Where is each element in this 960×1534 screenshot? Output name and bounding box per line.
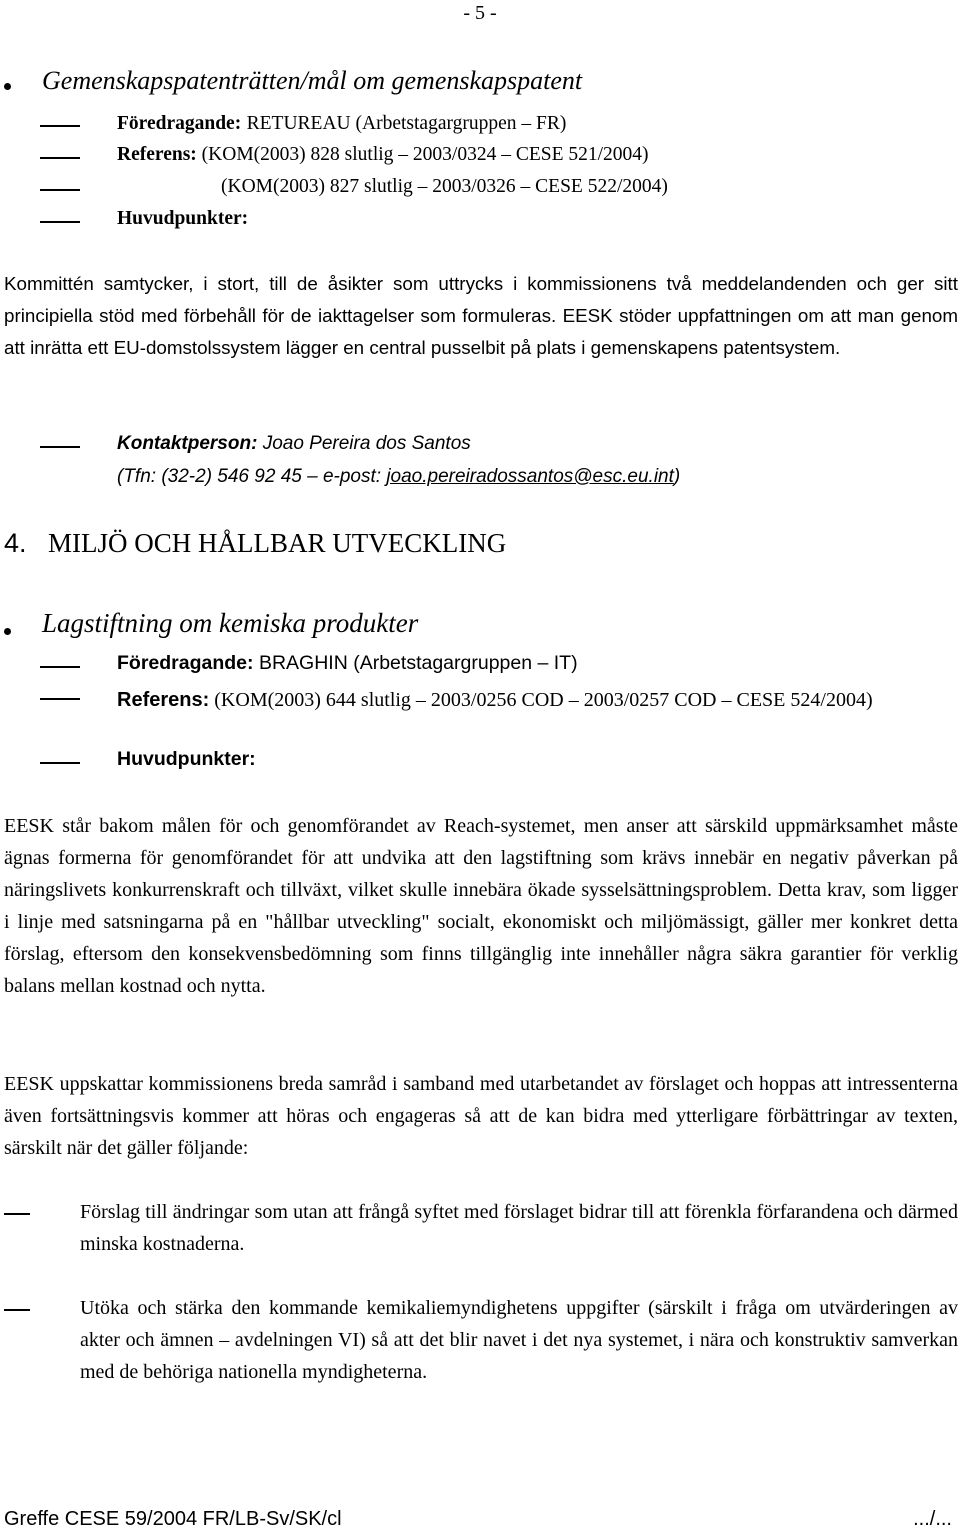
item1-paragraph: Kommittén samtycker, i stort, till de åsikter som uttrycks i kommissionens två meddelandenden och ger sitt principiella stöd med förbehåll för de iakttagelser som formuleras. EESK stöder uppfattningen om att man genom att inrätta ett EU-domstolssystem lägger en central pusselbit på plats i gemenskapens patentsystem. bbox=[4, 273, 958, 358]
dash-marker bbox=[4, 1213, 30, 1215]
reference-label: Referens: bbox=[117, 689, 210, 711]
dash-marker bbox=[40, 666, 80, 668]
dash-marker bbox=[40, 157, 80, 159]
rapporteur-label: Föredragande: bbox=[117, 652, 254, 674]
bullet-dot bbox=[4, 628, 11, 635]
contact-row bbox=[117, 433, 471, 455]
key-points-label: Huvudpunkter: bbox=[117, 208, 249, 229]
item2-paragraph-2: EESK uppskattar kommissionens breda samråd i samband med utarbetandet av förslaget och hoppas att intressenterna även fortsättningsvis kommer att höras och engageras så att de kan bidra med ytterligare förbättringar av texten, särskilt när det gäller följande: bbox=[4, 1073, 958, 1159]
contact-details bbox=[117, 466, 680, 488]
rapporteur-label: Föredragande: bbox=[117, 113, 242, 134]
rapporteur-row bbox=[117, 112, 566, 135]
section-title: MILJÖ OCH HÅLLBAR UTVECKLING bbox=[48, 528, 507, 558]
list-item: Förslag till ändringar som utan att frångå syftet med förslaget bidrar till att förenkla förfarandena och därmed minska kostnaderna. bbox=[80, 1201, 958, 1255]
page-number: - 5 - bbox=[463, 2, 497, 24]
dash-marker bbox=[40, 189, 80, 191]
dash-marker bbox=[4, 1309, 30, 1311]
item-title: Lagstiftning om kemiska produkter bbox=[42, 608, 419, 638]
bullet-dot bbox=[4, 83, 11, 90]
item2-paragraph-1: EESK står bakom målen för och genomförandet av Reach-systemet, men anser att särskild uppmärksamhet måste ägnas formerna för genomförandet för att undvika att den lagstiftning som krävs innebär en negativ påverkan på näringslivets konkurrenskraft och tillväxt, vilket skulle innebära ökade sysselsättningsproblem. Detta krav, som ligger i linje med satsningarna på en "hållbar utveckling" socialt, ekonomiskt och miljömässigt, gäller mer konkret detta förslag, eftersom den konsekvensbedömning som finns tillgänglig inte innehåller några säkra garantier för verklig balans mellan kostnad och nytta. bbox=[4, 815, 958, 997]
reference-value: (KOM(2003) 828 slutlig – 2003/0324 – CESE 521/2004) bbox=[201, 144, 649, 165]
section-number: 4. bbox=[4, 528, 27, 558]
contact-label: Kontaktperson: bbox=[117, 433, 258, 454]
contact-email-link[interactable]: joao.pereiradossantos@esc.eu.int bbox=[386, 466, 674, 487]
item-title: Gemenskapspatenträtten/mål om gemenskapspatent bbox=[42, 66, 583, 95]
key-points-label: Huvudpunkter: bbox=[117, 748, 256, 770]
dash-marker bbox=[40, 125, 80, 127]
footer-continuation: .../... bbox=[913, 1508, 952, 1530]
dash-marker bbox=[40, 221, 80, 223]
rapporteur-value: BRAGHIN (Arbetstagargruppen – IT) bbox=[258, 652, 578, 674]
reference-row bbox=[117, 684, 958, 716]
reference-label: Referens: bbox=[117, 144, 197, 165]
contact-suffix: ) bbox=[673, 466, 681, 487]
reference-value: (KOM(2003) 644 slutlig – 2003/0256 COD – 2003/0257 COD – CESE 524/2004) bbox=[214, 689, 873, 711]
contact-name: Joao Pereira dos Santos bbox=[262, 433, 471, 454]
footer-reference: Greffe CESE 59/2004 FR/LB-Sv/SK/cl bbox=[4, 1508, 342, 1530]
reference-value-2: (KOM(2003) 827 slutlig – 2003/0326 – CESE 522/2004) bbox=[221, 176, 668, 197]
dash-marker bbox=[40, 446, 80, 448]
section-heading bbox=[4, 528, 506, 559]
reference-row bbox=[117, 144, 649, 166]
dash-marker bbox=[40, 762, 80, 764]
rapporteur-row bbox=[117, 652, 578, 675]
rapporteur-value: RETUREAU (Arbetstagargruppen – FR) bbox=[246, 113, 567, 134]
dash-marker bbox=[40, 698, 80, 700]
contact-phone: (Tfn: (32-2) 546 92 45 – e-post: bbox=[117, 466, 387, 487]
list-item: Utöka och stärka den kommande kemikaliemyndighetens uppgifter (särskilt i fråga om utvärderingen av akter och ämnen – avdelningen VI) så att det blir navet i det nya systemet, i nära och konstruktiv samverkan med de behöriga nationella myndigheterna. bbox=[80, 1297, 958, 1383]
